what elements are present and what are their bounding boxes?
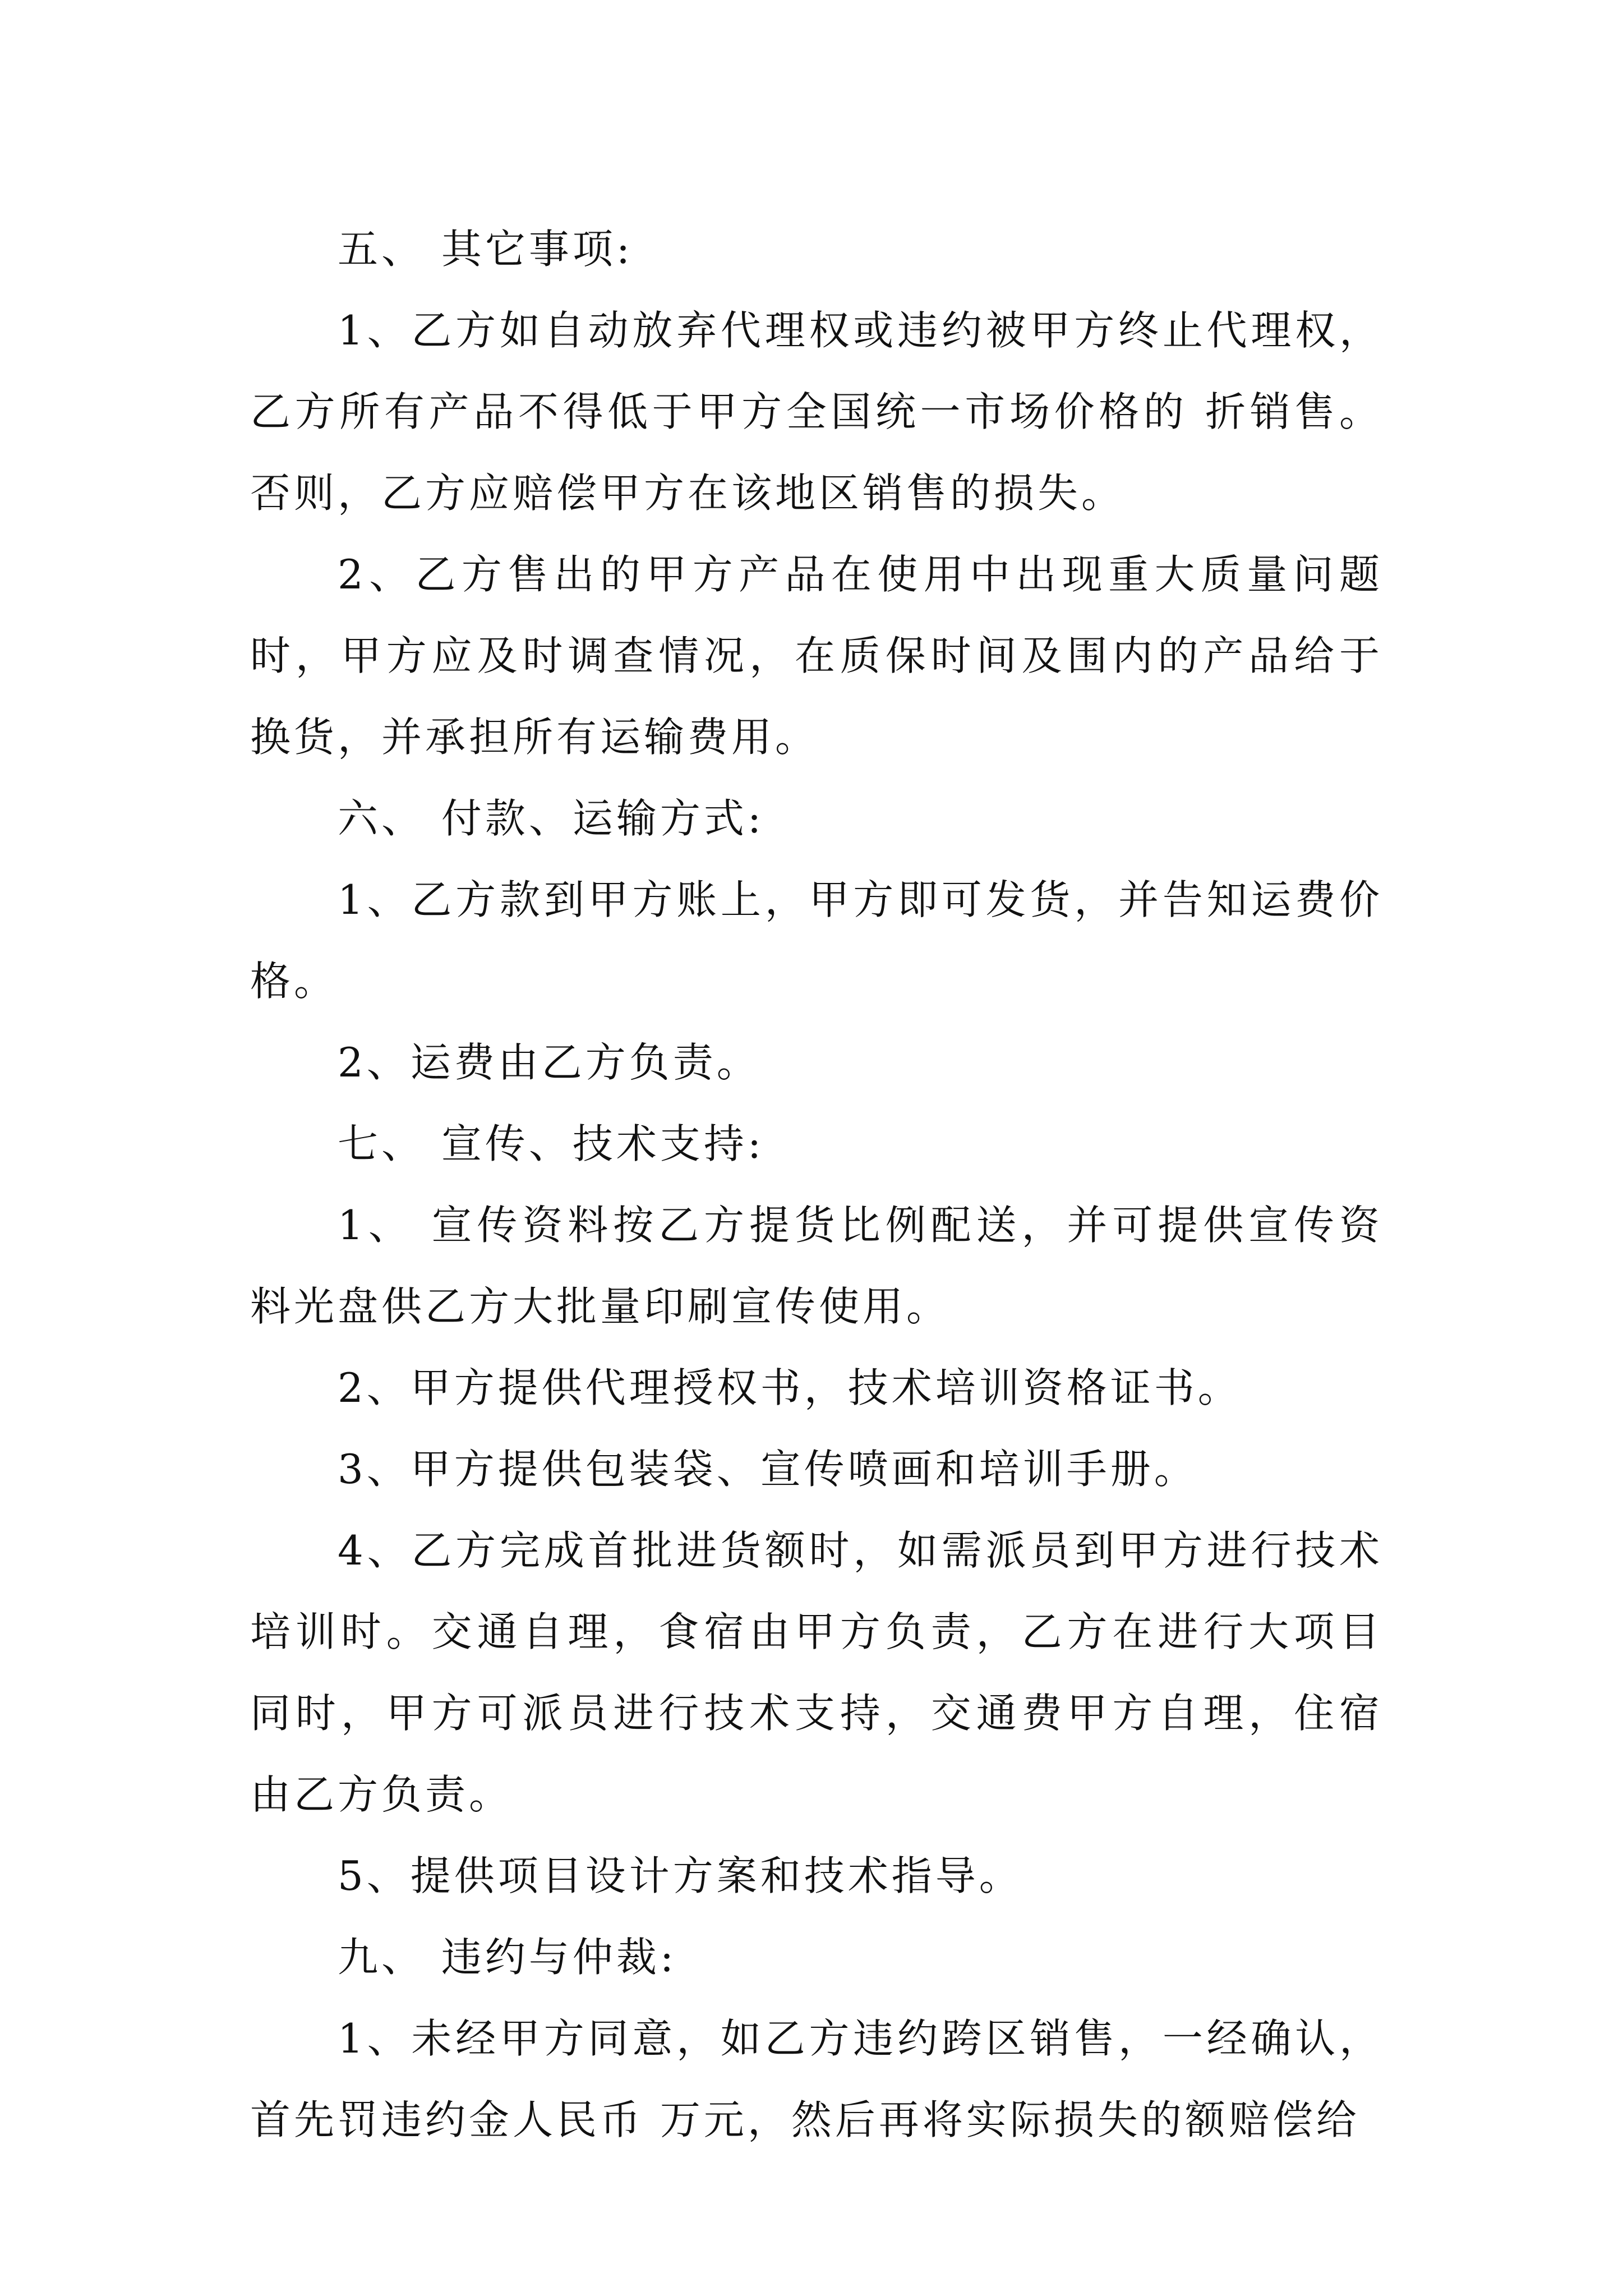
document-body [250,209,1383,2161]
clause-paragraph: 1、乙方款到甲方账上，甲方即可发货，并告知运费价格。 [250,876,1383,1005]
section-heading-other-matters: 五、 其它事项: [338,226,634,273]
clause-paragraph: 1、未经甲方同意，如乙方违约跨区销售，一经确认，首先罚违约金人民币 万元，然后再将实际损失的额赔偿给 [250,2015,1383,2143]
clause-paragraph: 1、 宣传资料按乙方提货比例配送，并可提供宣传资料光盘供乙方大批量印刷宣传使用。 [250,1202,1383,1330]
clause-paragraph: 4、乙方完成首批进货额时，如需派员到甲方进行技术培训时。交通自理，食宿由甲方负责，乙方在进行大项目同时，甲方可派员进行技术支持，交通费甲方自理，住宿由乙方负责。 [250,1527,1383,1818]
clause-paragraph: 2、乙方售出的甲方产品在使用中出现重大质量问题时，甲方应及时调查情况，在质保时间及围内的产品给于换货，并承担所有运输费用。 [250,551,1383,761]
clause-paragraph: 2、甲方提供代理授权书，技术培训资格证书。 [338,1364,1242,1411]
clause-paragraph: 3、甲方提供包装袋、宣传喷画和培训手册。 [338,1446,1198,1493]
section-heading-breach-arbitration: 九、 违约与仲裁: [338,1934,677,1981]
section-heading-payment-transport: 六、 付款、运输方式: [338,795,765,842]
clause-paragraph: 1、乙方如自动放弃代理权或违约被甲方终止代理权，乙方所有产品不得低于甲方全国统一市场价格的 折销售。否则，乙方应赔偿甲方在该地区销售的损失。 [250,307,1383,517]
clause-paragraph: 5、提供项目设计方案和技术指导。 [338,1852,1023,1899]
clause-paragraph: 2、运费由乙方负责。 [338,1039,760,1086]
section-heading-promotion-support: 七、 宣传、技术支持: [338,1120,765,1167]
